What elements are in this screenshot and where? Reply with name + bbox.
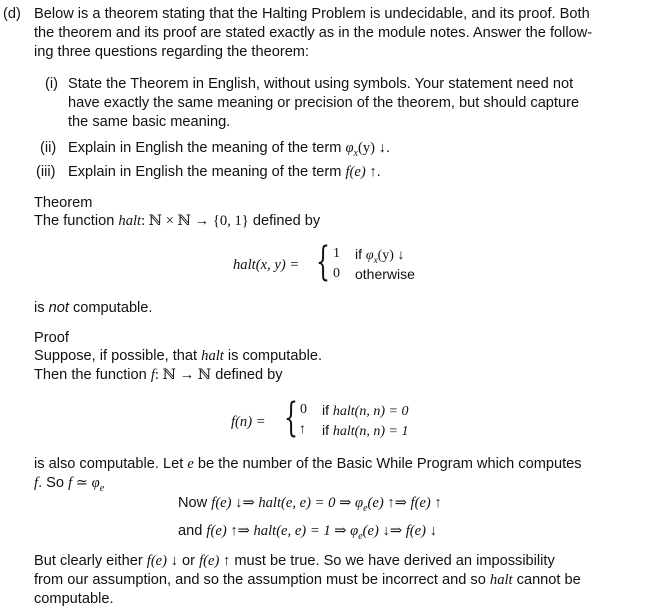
proof-final-line-1: But clearly either f(e) ↓ or f(e) ↑ must be true. So we have derived an impossibility <box>34 553 555 569</box>
part-i-line-2: have exactly the same meaning or precision of the theorem, but should capture <box>68 95 580 111</box>
part-ii-end: . <box>385 140 391 156</box>
part-iii-end: . <box>376 164 381 180</box>
halt-case-2-value: 0 <box>333 266 340 281</box>
f-case-2-value: ↑ <box>299 422 306 437</box>
part-iii-line <box>68 163 381 182</box>
proof-final-line-2: from our assumption, and so the assumption must be incorrect and so halt cannot be <box>34 572 581 588</box>
proof-and-line: and f(e) ↑⇒ halt(e, e) = 1 ⇒ $\varphi_e(e)$ ↓⇒ f(e) ↓ <box>178 523 437 542</box>
proof-heading: Proof <box>34 330 69 346</box>
f-case-2-condition: if halt(n, n) = 1 <box>322 422 409 439</box>
proof-line-4: f. So f ≃ $\varphi_e$ <box>34 475 105 494</box>
intro-line-3: ing three questions regarding the theorem: <box>34 44 310 60</box>
proof-final-line-3: computable. <box>34 591 114 607</box>
proof-line-1: Suppose, if possible, that halt is computable. <box>34 348 323 364</box>
part-iii-term: f(e) ↑ <box>345 164 377 180</box>
theorem-heading: Theorem <box>34 195 93 211</box>
f-case-1-value: 0 <box>300 402 307 417</box>
proof-now-line: Now f(e) ↓⇒ halt(e, e) = 0 ⇒ $\varphi_e(e)$ ↑⇒ f(e) ↑ <box>178 495 442 514</box>
part-iii-text: Explain in English the meaning of the term <box>68 164 342 180</box>
halt-case-2-condition: otherwise <box>355 266 415 282</box>
f-def-lhs: f(n) = <box>231 414 266 430</box>
part-ii-term: $\varphi_x(y)$ ↓ <box>345 140 386 159</box>
part-ii-label: (ii) <box>40 140 57 156</box>
intro-line-2: the theorem and its proof are stated exactly as in the module notes. Answer the follow- <box>34 25 593 41</box>
halt-case-1-value: 1 <box>333 246 340 261</box>
part-ii-text: Explain in English the meaning of the term <box>68 140 342 156</box>
f-def-brace: { <box>284 395 298 441</box>
halt-case-1-condition: if $\varphi_x(y)$ ↓ <box>355 246 405 265</box>
part-i-line-1: State the Theorem in English, without using symbols. Your statement need not <box>68 76 574 92</box>
proof-line-3: is also computable. Let e be the number of the Basic While Program which computes <box>34 456 582 472</box>
part-i-label: (i) <box>45 76 58 92</box>
part-ii-line <box>68 139 390 163</box>
part-i-line-3: the same basic meaning. <box>68 114 231 130</box>
question-label: (d) <box>3 6 21 22</box>
theorem-conclusion: is not computable. <box>34 300 153 316</box>
intro-line-1: Below is a theorem stating that the Halting Problem is undecidable, and its proof. Both <box>34 6 590 22</box>
halt-def-lhs: halt(x, y) = <box>233 257 300 273</box>
halt-def-brace: { <box>316 239 330 285</box>
theorem-statement: The function halt: ℕ × ℕ → {0, 1} defined by <box>34 213 321 229</box>
f-case-1-condition: if halt(n, n) = 0 <box>322 402 409 419</box>
part-iii-label: (iii) <box>36 164 56 180</box>
proof-line-2: Then the function f: ℕ → ℕ defined by <box>34 367 283 383</box>
